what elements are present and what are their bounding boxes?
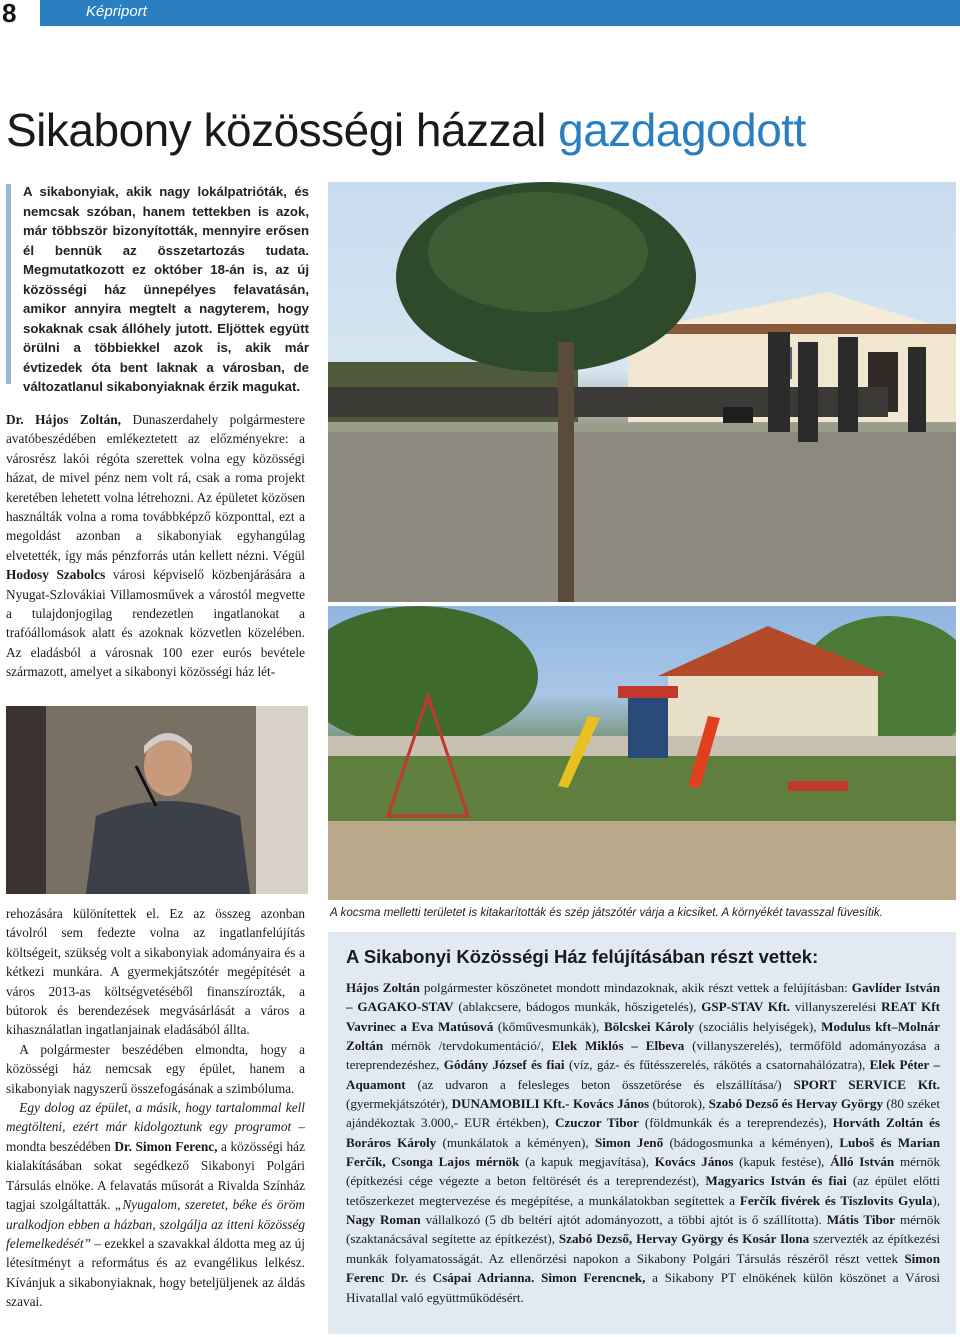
body-text: a közösségi ház kialakításában sokat segédkező Sikabonyi Polgári Társulás elnöke. A felavatás műsorát a Rivalda Színház tagjai szolgáltatták.: [6, 1138, 305, 1213]
contributors-box-title: A Sikabonyi Közösségi Ház felújításában részt vettek:: [346, 946, 819, 967]
contributor-name: Czuczor Tibor: [555, 1115, 639, 1131]
contributor-name: DUNAMOBILI Kft.- Kovács János: [451, 1096, 650, 1112]
contributor-name: Mátis Tibor: [826, 1212, 896, 1228]
photo-ceremony: [328, 182, 956, 602]
contributor-name: Gavlíder István – GAGAKO-STAV: [346, 980, 940, 1015]
box-text: mérnök (szaktanácsával segítette az építkezést),: [346, 1212, 941, 1247]
box-text: mérnök /tervdokumentáció/,: [383, 1038, 552, 1054]
box-text: mérnök (építkezési cége végezte a beton feltörését és a tereprendezést),: [346, 1154, 940, 1189]
contributor-name: Bölcskei Károly: [603, 1018, 695, 1034]
section-bar: [40, 0, 960, 26]
box-text: (kőművesmunkák),: [493, 1018, 604, 1034]
box-text: (víz, gáz- és fűtésszerelés, rákötés a csatornahálózatra),: [564, 1057, 870, 1073]
contributor-name: Horváth Zoltán és Boráros Károly: [346, 1115, 941, 1150]
photo-ceremony-drawing: [328, 182, 956, 602]
body-text: Dunaszerdahely polgármestere avatóbeszédében emlékeztetett az előzményekre: a városrész lakói régóta szerettek volna egy közösségi házat, de mivel pénz nem volt rá, csak a roma projekt keretében lehetett volna létrehozni. Az épületet közösen használták volna a roma továbbképző központtal, ezt a megoldást azonban a sikabonyiak egyhangúlag elvetették, így más pénzforrás után kellett nézni. Végül: [6, 412, 305, 563]
contributor-name: Modulus kft–Molnár Zoltán: [346, 1018, 940, 1054]
body-paragraph: A polgármester beszédében elmondta, hogy a közösségi ház nemcsak egy épület, hanem a sikabonyiak nagyszerű összefogásának a szimbóluma.: [6, 1041, 305, 1096]
contributor-name: Ferčík fivérek és Tiszlovits Gyula: [739, 1192, 933, 1208]
photo-playground-drawing: [328, 606, 956, 900]
box-text: a Sikabony PT elnökének külön köszönet a Városi Hivatallal való együttműködésért.: [346, 1270, 940, 1305]
contributor-name: Simon Ferenc Dr.: [346, 1250, 940, 1286]
contributor-name: Álló István: [830, 1154, 895, 1170]
contributor-name: Szabó Dezső és Hervay György: [708, 1096, 884, 1112]
body-text: városi képviselő közbenjárására a Nyugat-Szlovákiai Villamosművek a várostól megvette a tulajdonjogilag rendezetlen ingatlanokat a trafóállomások alatt és azoknak közvetlen közelében. Az eladásból a városnak 100 ezer eurós bevétele származott, amelyet a sikabonyi közösségi ház lét-: [6, 567, 305, 680]
title-part-1: Sikabony közösségi házzal: [6, 104, 546, 156]
contributor-name: SPORT SERVICE Kft.: [793, 1076, 941, 1092]
body-column-1: [6, 410, 305, 682]
box-text: (80 széket ajándékoztak 3.000,- EUR értékben),: [346, 1096, 940, 1131]
contributor-name: Magyarics István és fiai: [705, 1173, 847, 1189]
contributor-name: Gódány József és fiai: [443, 1057, 565, 1073]
body-paragraph: rehozására különítettek el. Ez az összeg azonban távolról sem fedezte volna az ingatlanfelújítás költségeit, szükség volt a sikabonyiak adományaira és a kétkezi munkára. A gyermekjátszótér megépítését a város 2013-as költségvetéséből finanszírozták, a bútorok és berendezések megvásárlását a város a kihasználatlan ingatlanjainak eladásából állta.: [6, 906, 305, 1038]
box-text: (az udvaron a felesleges beton összetörése és elszállítása/): [405, 1076, 794, 1092]
body-paragraph: [6, 1098, 305, 1311]
contributor-name: Luboš és Marian Ferčík, Csonga Lajos mérnök: [346, 1134, 940, 1170]
box-text: (gyermekjátszótér),: [346, 1096, 452, 1112]
contributor-name: Simon Ferencnek,: [541, 1270, 646, 1286]
lead-paragraph: A sikabonyiak, akik nagy lokálpatrióták, és nemcsak szóban, hanem tettekben is azok, már többször bizonyították, mennyire erősen él bennük az összetartozás tudata. Megmutatkozott ez október 18-án is, az új közösségi ház ünnepélyes felavatásán, amikor annyira megtelt a nagyterem, hogy sokaknak csak állóhely jutott. Eljöttek együtt örülni a többiekkel azok is, akik már évtizedek óta bent laknak a városban, de változatlanul sikabonyiaknak érzik magukat.: [23, 184, 309, 394]
contributor-name: Szabó Dezső, Hervay György és Kosár Ilona: [558, 1231, 810, 1247]
photo-caption: A kocsma melletti területet is kitakarították és szép játszótér várja a kicsiket. A környékét tavasszal füvesítik.: [330, 906, 883, 919]
section-label: Képriport: [86, 3, 147, 20]
box-text: (az épület előtti tetőszerkezet megtervezése és megépítése, a munkálatokban segítettek a: [346, 1173, 940, 1208]
body-text: – mondta beszédében: [6, 1119, 305, 1154]
person-name: Hodosy Szabolcs: [6, 567, 106, 583]
contributors-box-body: [346, 978, 940, 1307]
person-name: Dr. Hájos Zoltán,: [6, 412, 121, 427]
box-text: ),: [932, 1192, 940, 1208]
box-text: (munkálatok a kéményen),: [436, 1134, 595, 1150]
contributor-name: Elek Péter – Aquamont: [346, 1057, 940, 1092]
box-text: szervezték az építkezési munkák folyamatosságát. Az ellenőrzési napokon a Sikabony Polgári Társulás részéről részt vettek: [346, 1231, 940, 1266]
box-text: (a kapuk megjavítása),: [519, 1154, 655, 1170]
box-text: (villanyszerelés), termőföld adományozása a tereprendezéshez,: [346, 1038, 940, 1073]
box-text: vállalkozó (5 db beltéri ajtót adományozott, a többi ajtót is ő szállította).: [420, 1212, 827, 1228]
article-title: [6, 100, 960, 160]
box-text: és: [408, 1270, 433, 1286]
box-text: (földmunkák és a tereprendezés),: [638, 1115, 833, 1131]
contributor-name: Elek Miklós – Elbeva: [551, 1038, 685, 1054]
contributor-name: Hájos Zoltán: [346, 980, 420, 995]
contributor-name: REAT Kft Vavrinec a Eva Matúsová: [346, 999, 940, 1034]
quote: Egy dolog az épület, a másik, hogy tartalommal kell megtölteni, ezért már kidolgoztunk egy programot: [6, 1100, 305, 1135]
box-text: (szociális helyiségek),: [694, 1018, 822, 1034]
title-part-2: gazdagodott: [558, 104, 806, 156]
quote: „Nyugalom, szeretet, béke és öröm uralkodjon ebben a házban, szolgálja az itteni közösség felemelkedését”: [6, 1197, 305, 1251]
box-text: (bádogosmunka a kéményen),: [663, 1134, 840, 1150]
contributor-name: Kovács János: [654, 1154, 734, 1170]
contributor-name: GSP-STAV Kft.: [701, 999, 791, 1015]
page-number: 8: [2, 0, 17, 28]
body-column-2: [6, 904, 305, 1312]
photo-speaker-drawing: [6, 706, 308, 894]
box-text: (ablakcsere, bádogos munkák, hőszigetelés),: [453, 999, 702, 1015]
box-text: polgármester köszönetet mondott mindazoknak, akik részt vettek a felújításban:: [419, 980, 852, 995]
lead-accent-bar: [6, 184, 11, 384]
photo-speaker: [6, 706, 308, 894]
person-name: Dr. Simon Ferenc,: [114, 1138, 218, 1154]
contributor-name: Csápai Adrianna.: [432, 1270, 535, 1286]
body-text: – ezekkel a szavakkal áldotta meg az új létesítményt a református és az evangélikus lelkész. Kívánjuk a sikabonyiaknak, hogy beteljüljenek az áldás szavai.: [6, 1235, 305, 1310]
body-paragraph: [6, 410, 305, 682]
box-text: villanyszerelési: [790, 999, 882, 1015]
contributor-name: Simon Jenő: [594, 1134, 664, 1150]
box-text: (bútorok),: [649, 1096, 709, 1112]
photo-playground: [328, 606, 956, 900]
box-text: (kapuk festése),: [733, 1154, 831, 1170]
contributor-name: Nagy Roman: [346, 1212, 421, 1228]
